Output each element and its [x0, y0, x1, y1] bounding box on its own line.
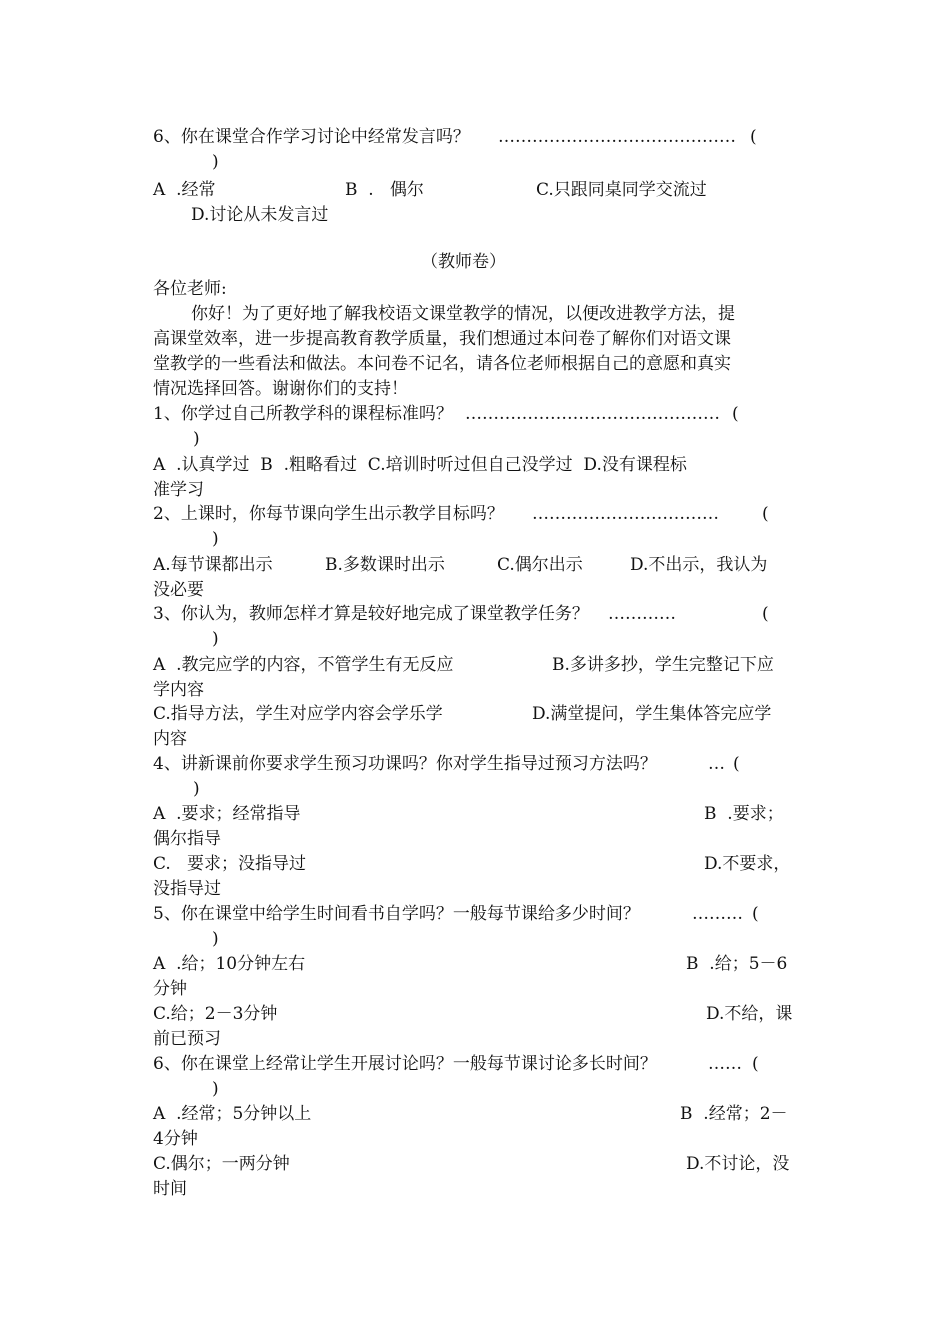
leader-dots: …………	[608, 604, 676, 624]
answer-paren-close: )	[212, 152, 219, 172]
option-a: A .要求；经常指导	[153, 804, 301, 824]
answer-paren-close: )	[212, 1079, 219, 1099]
answer-paren-open: (	[752, 1054, 759, 1074]
intro-line: 堂教学的一些看法和做法。本问卷不记名，请各位老师根据自己的意愿和真实	[153, 354, 731, 374]
option-b-continued: 学内容	[153, 680, 204, 700]
option-b: B.多讲多抄，学生完整记下应	[552, 655, 774, 675]
option-b: B .经常；2－	[680, 1104, 788, 1124]
option-c: C. 要求；没指导过	[153, 854, 307, 874]
answer-paren-close: )	[212, 629, 219, 649]
option-d: D.不出示，我认为	[630, 555, 768, 575]
option-d: D.讨论从未发言过	[191, 205, 329, 225]
leader-dots: …	[708, 754, 725, 774]
question-stem: 6、你在课堂上经常让学生开展讨论吗？一般每节课讨论多长时间？	[153, 1054, 657, 1074]
leader-dots: ……………………………	[532, 504, 719, 524]
leader-dots: ………	[692, 904, 743, 924]
option-a: A.每节课都出示	[153, 555, 273, 575]
answer-paren-close: )	[212, 529, 219, 549]
option-d: D.满堂提问，学生集体答完应学	[532, 704, 772, 724]
answer-paren-open: (	[732, 404, 739, 424]
answer-paren-close: )	[193, 779, 200, 799]
question-stem: 5、你在课堂中给学生时间看书自学吗？一般每节课给多少时间？	[153, 904, 640, 924]
answer-paren-open: (	[752, 904, 759, 924]
option-d-continued: 前已预习	[153, 1029, 221, 1049]
option-b: B.多数课时出示	[325, 555, 445, 575]
option-d-continued: 时间	[153, 1179, 187, 1199]
answer-paren-open: (	[762, 604, 769, 624]
option-b-continued: 偶尔指导	[153, 829, 221, 849]
question-stem: 2、上课时，你每节课向学生出示教学目标吗？	[153, 504, 504, 524]
option-d-continued: 没必要	[153, 580, 204, 600]
question-stem: 4、讲新课前你要求学生预习功课吗？你对学生指导过预习方法吗？	[153, 754, 657, 774]
answer-paren-close: )	[212, 929, 219, 949]
answer-paren-close: )	[193, 429, 200, 449]
option-c: C.指导方法，学生对应学内容会学乐学	[153, 704, 443, 724]
question-stem: 6、你在课堂合作学习讨论中经常发言吗？	[153, 127, 470, 147]
option-d-continued: 没指导过	[153, 879, 221, 899]
option-c: C.偶尔；一两分钟	[153, 1154, 290, 1174]
intro-line: 高课堂效率，进一步提高教育教学质量，我们想通过本问卷了解你们对语文课	[153, 329, 731, 349]
answer-paren-open: (	[733, 754, 740, 774]
leader-dots: ………………………………………	[465, 404, 720, 424]
options-line: A .认真学过 B .粗略看过 C.培训时听过但自己没学过 D.没有课程标	[153, 455, 687, 475]
option-d-continued: 内容	[153, 729, 187, 749]
option-d: D.不讨论，没	[686, 1154, 790, 1174]
options-line: 准学习	[153, 480, 204, 500]
section-title: （教师卷）	[421, 252, 506, 272]
intro-line: 情况选择回答。谢谢你们的支持！	[153, 379, 408, 399]
option-b: B . 偶尔	[345, 180, 424, 200]
answer-paren-open: (	[750, 127, 757, 147]
intro-line: 你好！为了更好地了解我校语文课堂教学的情况，以便改进教学方法，提	[191, 304, 735, 324]
option-b-continued: 分钟	[153, 979, 187, 999]
option-d: D.不给，课	[706, 1004, 793, 1024]
salutation: 各位老师:	[153, 279, 227, 299]
option-b: B .要求；	[704, 804, 784, 824]
option-d: D.不要求，	[704, 854, 791, 874]
option-a: A .教完应学的内容，不管学生有无反应	[153, 655, 454, 675]
option-c: C.只跟同桌同学交流过	[536, 180, 707, 200]
answer-paren-open: (	[762, 504, 769, 524]
option-b: B .给；5－6	[686, 954, 788, 974]
option-a: A .经常；5分钟以上	[153, 1104, 312, 1124]
option-c: C.给；2－3分钟	[153, 1004, 278, 1024]
option-a: A .经常	[153, 180, 216, 200]
option-b-continued: 4分钟	[153, 1129, 198, 1149]
option-a: A .给；10分钟左右	[153, 954, 306, 974]
leader-dots: ……………………………………	[498, 127, 736, 147]
question-stem: 1、你学过自己所教学科的课程标准吗？	[153, 404, 453, 424]
leader-dots: ……	[708, 1054, 742, 1074]
option-c: C.偶尔出示	[497, 555, 583, 575]
question-stem: 3、你认为，教师怎样才算是较好地完成了课堂教学任务？	[153, 604, 589, 624]
